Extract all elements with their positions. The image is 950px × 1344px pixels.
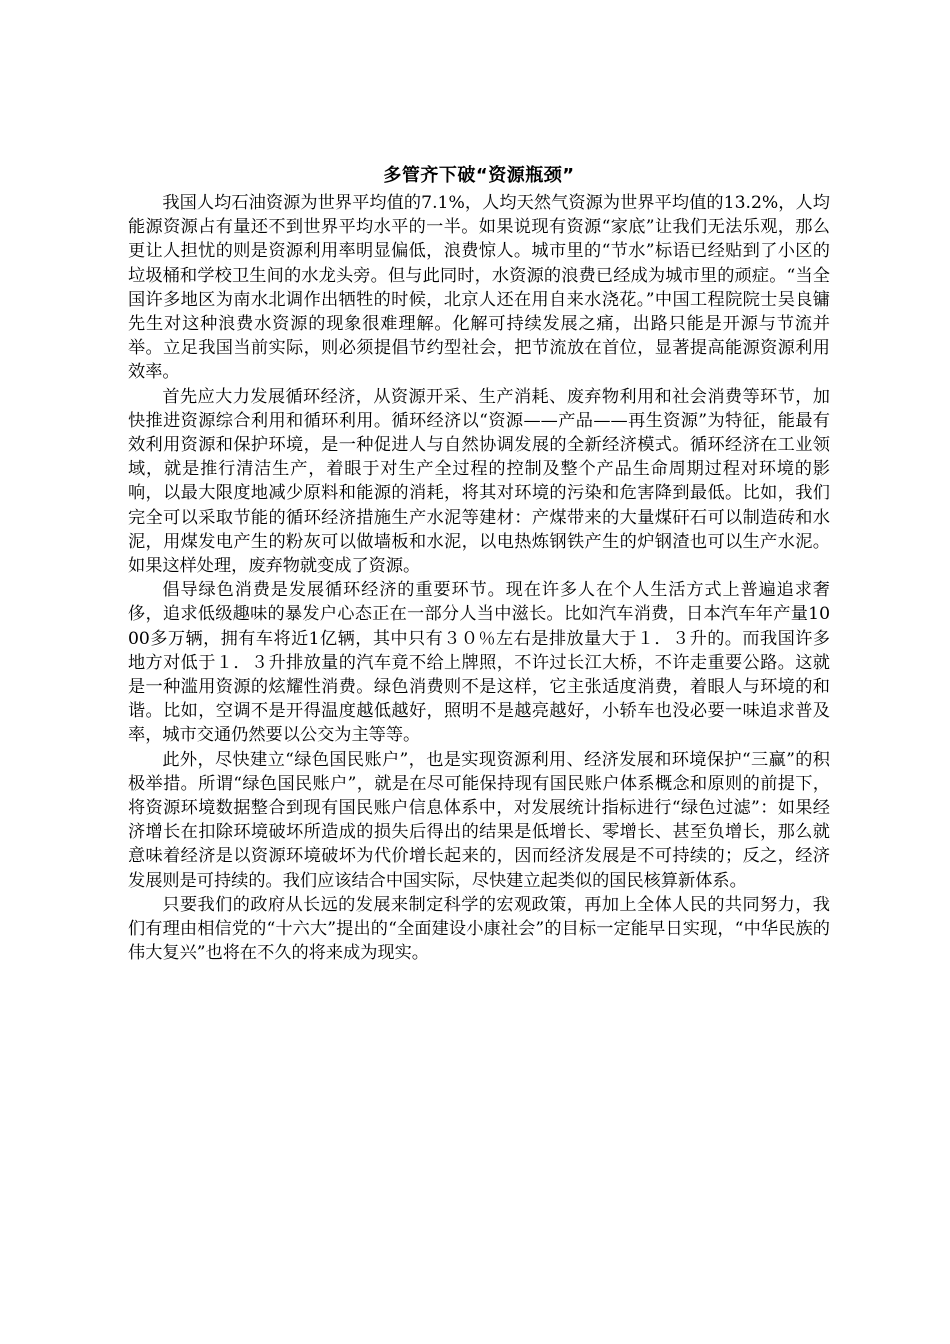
paragraph-1: 我国人均石油资源为世界平均值的7.1%，人均天然气资源为世界平均值的13.2%，人均能源资源占有量还不到世界平均水平的一半。如果说现有资源“家底”让我们无法乐观，那么更让人担忧的则是资源利用率明显偏低，浪费惊人。城市里的“节水”标语已经贴到了小区的垃圾桶和学校卫生间的水龙头旁。但与此同时，水资源的浪费已经成为城市里的顽症。“当全国许多地区为南水北调作出牺牲的时候，北京人还在用自来水浇花。”中国工程院院士吴良镛先生对这种浪费水资源的现象很难理解。化解可持续发展之痛，出路只能是开源与节流并举。立足我国当前实际，则必须提倡节约型社会，把节流放在首位，显著提高能源资源利用效率。 <box>128 193 830 383</box>
paragraph-4: 此外，尽快建立“绿色国民账户”，也是实现资源利用、经济发展和环境保护“三赢”的积极举措。所谓“绿色国民账户”，就是在尽可能保持现有国民账户体系概念和原则的前提下，将资源环境数据整合到现有国民账户信息体系中，对发展统计指标进行“绿色过滤”：如果经济增长在扣除环境破坏所造成的损失后得出的结果是低增长、零增长、甚至负增长，那么就意味着经济是以资源环境破坏为代价增长起来的，因而经济发展是不可持续的；反之，经济发展则是可持续的。我们应该结合中国实际，尽快建立起类似的国民核算新体系。 <box>128 749 830 891</box>
paragraph-2: 首先应大力发展循环经济，从资源开采、生产消耗、废弃物利用和社会消费等环节，加快推进资源综合利用和循环利用。循环经济以“资源——产品——再生资源”为特征，能最有效利用资源和保护环境，是一种促进人与自然协调发展的全新经济模式。循环经济在工业领域，就是推行清洁生产，着眼于对生产全过程的控制及整个产品生命周期过程对环境的影响，以最大限度地减少原料和能源的消耗，将其对环境的污染和危害降到最低。比如，我们完全可以采取节能的循环经济措施生产水泥等建材：产煤带来的大量煤矸石可以制造砖和水泥，用煤发电产生的粉灰可以做墙板和水泥，以电热炼钢铁产生的炉钢渣也可以生产水泥。如果这样处理，废弃物就变成了资源。 <box>128 386 830 577</box>
paragraph-3: 倡导绿色消费是发展循环经济的重要环节。现在许多人在个人生活方式上普遍追求奢侈，追求低级趣味的暴发户心态正在一部分人当中滋长。比如汽车消费，日本汽车年产量1000多万辆，拥有车将近1亿辆，其中只有３０％左右是排放量大于１．３升的。而我国许多地方对低于１．３升排放量的汽车竟不给上牌照，不许过长江大桥，不许走重要公路。这就是一种滥用资源的炫耀性消费。绿色消费则不是这样，它主张适度消费，着眼人与环境的和谐。比如，空调不是开得温度越低越好，照明不是越亮越好，小轿车也没必要一味追求普及率，城市交通仍然要以公交为主等等。 <box>128 580 830 746</box>
article <box>128 163 830 966</box>
paragraph-5: 只要我们的政府从长远的发展来制定科学的宏观政策，再加上全体人民的共同努力，我们有理由相信党的“十六大”提出的“全面建设小康社会”的目标一定能早日实现，“中华民族的伟大复兴”也将在不久的将来成为现实。 <box>128 894 830 964</box>
article-title: 多管齐下破“资源瓶颈” <box>383 165 575 186</box>
